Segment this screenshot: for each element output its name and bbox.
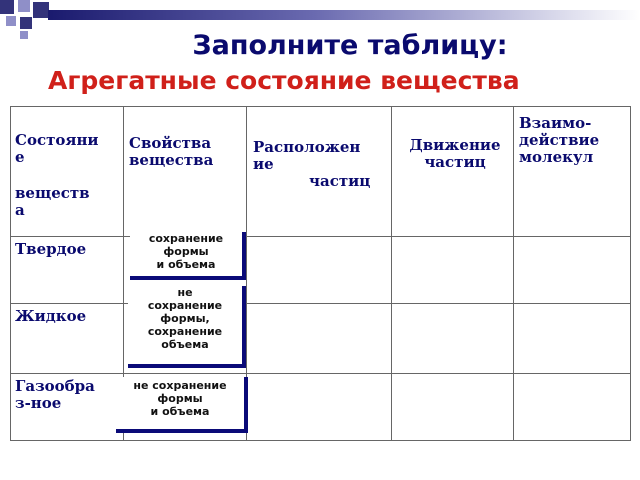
header-interaction-line: молекул: [519, 148, 594, 166]
row-label: Твердое: [15, 240, 87, 258]
decor-square: [0, 0, 14, 14]
header-properties: [124, 107, 247, 237]
row-label: Жидкое: [15, 307, 87, 325]
row-label: Газообра: [15, 377, 95, 395]
header-motion-line: частиц: [424, 153, 486, 171]
callout-liquid[interactable]: [128, 286, 246, 368]
header-state-line: веществ: [15, 184, 90, 202]
header-motion-line: Движение: [409, 136, 501, 154]
row-label-cell: [11, 304, 124, 374]
header-state-line: Состояни: [15, 131, 99, 149]
decor-square: [6, 16, 16, 26]
table-cell[interactable]: [514, 237, 631, 304]
row-label-cell: [11, 237, 124, 304]
header-interaction-line: Взаимо-: [519, 114, 592, 132]
table-row: [11, 374, 631, 441]
callout-line: формы: [157, 392, 203, 405]
decor-square: [20, 17, 32, 29]
header-state: [11, 107, 124, 237]
table-cell[interactable]: [392, 304, 514, 374]
states-table: [10, 106, 631, 441]
callout-line: сохранение: [147, 325, 223, 338]
slide-title: Заполните таблицу:: [192, 30, 508, 61]
callout-gas[interactable]: [116, 377, 248, 433]
callout-line: и объема: [150, 405, 210, 418]
callout-line: сохранение: [147, 299, 223, 312]
header-state-line: е: [15, 148, 25, 166]
table-cell[interactable]: [514, 304, 631, 374]
decor-square: [18, 0, 30, 12]
callout-solid[interactable]: [130, 232, 246, 280]
callout-line: не сохранение: [133, 379, 227, 392]
callout-line: и объема: [156, 258, 216, 271]
header-arrangement-line: частиц: [309, 172, 371, 190]
table-cell[interactable]: [392, 374, 514, 441]
callout-line: не: [177, 286, 193, 299]
callout-line: объема: [161, 338, 209, 351]
table-cell[interactable]: [247, 237, 392, 304]
callout-line: сохранение: [148, 232, 224, 245]
header-properties-line: вещества: [129, 151, 214, 169]
header-motion: [392, 107, 514, 237]
callout-line: формы: [163, 245, 209, 258]
header-properties-line: Свойства: [129, 134, 212, 152]
table-header-row: [11, 107, 631, 237]
table-row: [11, 237, 631, 304]
table-row: [11, 304, 631, 374]
title-gradient-bar: [48, 10, 640, 20]
header-arrangement-line: ие: [253, 155, 274, 173]
header-interaction-line: действие: [519, 131, 600, 149]
slide-subtitle: Агрегатные состояние вещества: [48, 66, 520, 95]
row-label-cell: [11, 374, 124, 441]
header-arrangement-line: Расположен: [253, 138, 361, 156]
callout-line: формы,: [160, 312, 210, 325]
header-arrangement: [247, 107, 392, 237]
header-interaction: [514, 107, 631, 237]
row-label: з-ное: [15, 394, 62, 412]
table-cell[interactable]: [247, 304, 392, 374]
table-cell[interactable]: [392, 237, 514, 304]
header-state-line: а: [15, 201, 25, 219]
table-cell[interactable]: [514, 374, 631, 441]
decor-square: [33, 2, 49, 18]
table-cell[interactable]: [247, 374, 392, 441]
